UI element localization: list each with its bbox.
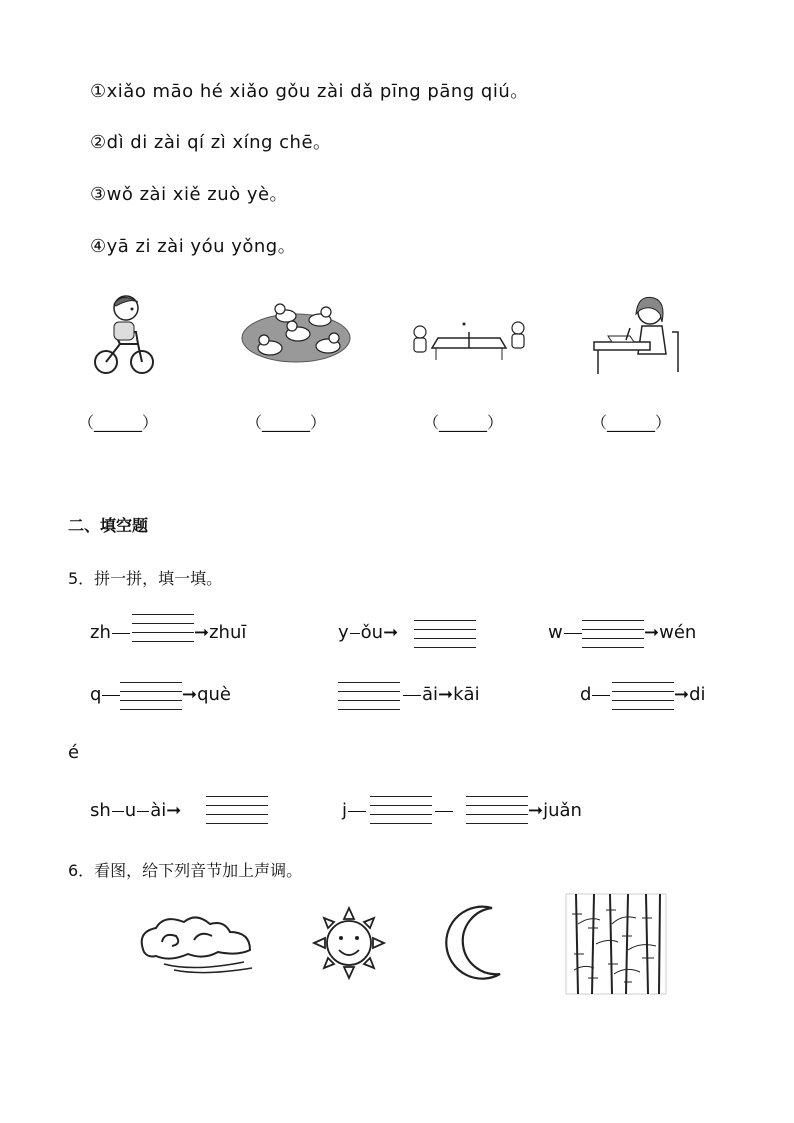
result: kāi: [453, 684, 480, 705]
dash: [112, 811, 124, 812]
dash: [348, 811, 366, 812]
dash: [403, 695, 421, 696]
initial: q: [90, 684, 102, 705]
initial: y: [338, 622, 349, 643]
q5-row2-result1: [182, 684, 231, 705]
dash: [592, 695, 610, 696]
picture-blank-1[interactable]: （______）: [78, 413, 159, 432]
q5-row2-result3: [674, 684, 706, 705]
arrow-icon: ➞: [674, 684, 690, 705]
q5-row2-item3: [580, 684, 611, 705]
cat-dog-pingpong-icon: [408, 318, 530, 362]
sentence-4: ④yā zi zài yóu yǒng。: [90, 236, 297, 257]
initial: sh: [90, 800, 111, 821]
initial: w: [548, 622, 563, 643]
stray-syllable: é: [68, 742, 80, 763]
q5-prompt: 5．拼一拼，填一填。: [68, 569, 223, 588]
dash: [112, 633, 130, 634]
final: ài: [150, 800, 167, 821]
final: ǒu: [360, 622, 384, 643]
cloud-icon: [134, 912, 256, 978]
picture-blank-4[interactable]: （______）: [591, 413, 672, 432]
writing-lines[interactable]: [120, 682, 182, 710]
q6-prompt: 6．看图，给下列音节加上声调。: [68, 861, 303, 880]
dash: [350, 633, 360, 634]
sentence-1: ①xiǎo māo hé xiǎo gǒu zài dǎ pīng pāng qiú。: [90, 81, 529, 102]
result: wén: [659, 622, 697, 643]
bamboo-icon: [566, 894, 666, 994]
writing-lines[interactable]: [132, 614, 194, 642]
picture-blank-2[interactable]: （______）: [246, 413, 327, 432]
q5-row3-item2: [342, 800, 367, 821]
section-title: 二、填空题: [68, 516, 149, 535]
result: què: [197, 684, 232, 705]
arrow-icon: ➞: [182, 684, 198, 705]
arrow-icon: ➞: [194, 622, 210, 643]
final: āi: [422, 684, 439, 705]
q5-row1-result3: [644, 622, 696, 643]
initial: zh: [90, 622, 111, 643]
medial: u: [124, 800, 137, 821]
arrow-icon: ➞: [528, 800, 544, 821]
writing-lines[interactable]: [582, 620, 644, 648]
q5-row1-result1: [194, 622, 246, 643]
writing-lines[interactable]: [206, 796, 268, 824]
initial: j: [342, 800, 348, 821]
arrow-icon: ➞: [383, 622, 399, 643]
picture-blank-3[interactable]: （______）: [423, 413, 504, 432]
q5-row1-item2: [338, 622, 398, 643]
dash: [137, 811, 149, 812]
writing-lines[interactable]: [414, 620, 476, 648]
result: juǎn: [543, 800, 582, 821]
dash: [102, 695, 120, 696]
writing-lines[interactable]: [466, 796, 528, 824]
moon-icon: [442, 904, 514, 980]
arrow-icon: ➞: [438, 684, 454, 705]
q5-row3-item1: [90, 800, 181, 821]
sentence-2: ②dì di zài qí zì xíng chē。: [90, 132, 332, 153]
writing-lines[interactable]: [338, 682, 400, 710]
ducks-swimming-icon: [240, 298, 352, 366]
dash: [435, 811, 453, 812]
q5-row2-item1: [90, 684, 121, 705]
result: di: [689, 684, 706, 705]
sun-icon: [312, 906, 386, 980]
boy-cycling-icon: [92, 292, 156, 378]
q5-row2-item2: [402, 684, 480, 705]
arrow-icon: ➞: [166, 800, 182, 821]
q5-row1-item1: [90, 622, 131, 643]
writing-lines[interactable]: [370, 796, 432, 824]
q5-row1-item3: [548, 622, 583, 643]
arrow-icon: ➞: [644, 622, 660, 643]
writing-lines[interactable]: [612, 682, 674, 710]
q5-row3-result2: [528, 800, 582, 821]
result: zhuī: [209, 622, 247, 643]
sentence-3: ③wǒ zài xiě zuò yè。: [90, 184, 289, 205]
girl-homework-icon: [590, 292, 686, 378]
dash: [564, 633, 582, 634]
initial: d: [580, 684, 592, 705]
